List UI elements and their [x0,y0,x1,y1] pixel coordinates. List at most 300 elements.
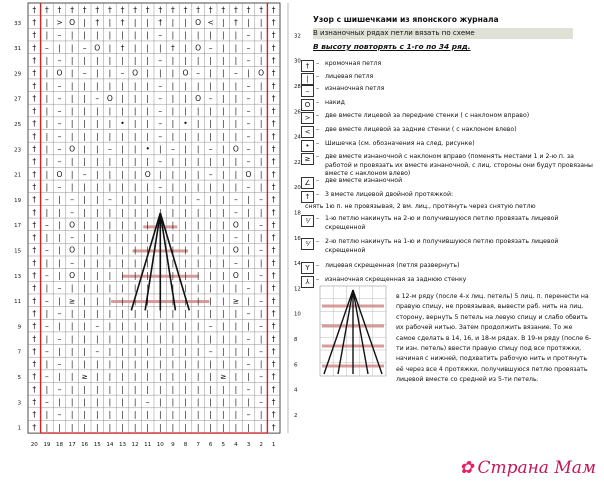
chart-cell: | [70,81,74,91]
chart-cell: † [32,220,37,230]
chart-cell: † [32,207,37,217]
chart-cell: O [56,68,63,78]
chart-cell: | [209,81,212,91]
chart-cell: | [184,195,187,205]
chart-cell: – [45,245,49,255]
chart-cell: | [96,144,99,154]
chart-cell: | [133,397,137,407]
chart-cell: | [133,422,137,432]
chart-cell: | [234,283,238,293]
chart-cell: | [121,157,124,167]
chart-cell: O [94,43,101,53]
row-label: 10 [294,311,301,318]
chart-cell: | [96,397,99,407]
chart-cell: | [121,106,124,116]
chart-cell: | [146,384,149,394]
chart-cell: † [32,182,37,192]
chart-cell: | [58,346,61,356]
legend-symbol: ⅟ [301,215,314,227]
chart-cell: | [45,182,49,192]
chart-cell: | [259,359,263,369]
chart-cell: O [232,220,239,230]
chart-cell: | [58,397,61,407]
row-label: 6 [294,362,298,369]
chart-cell: | [133,43,137,53]
chart-cell: | [121,169,124,179]
chart-cell: | [259,169,263,179]
chart-cell: | [184,106,187,116]
chart-cell: – [259,346,263,356]
chart-cell: – [158,182,163,192]
chart-cell: | [222,359,225,369]
legend-panel [293,0,599,470]
legend-text: изнаночная петля [325,85,385,92]
chart-cell: † [32,334,37,344]
chart-cell: | [83,119,86,129]
chart-cell: | [159,245,162,255]
bobble-detail-icon [320,286,386,376]
chart-cell: | [45,207,49,217]
chart-cell: † [271,131,276,141]
chart-cell: – [45,195,49,205]
chart-cell: | [108,43,112,53]
chart-cell: – [259,296,263,306]
chart-cell: | [70,182,74,192]
chart-cell: † [271,384,276,394]
chart-cell: † [32,106,37,116]
chart-cell: | [222,346,225,356]
chart-cell: | [108,119,112,129]
chart-cell: – [82,169,87,179]
chart-cell: | [222,410,225,420]
chart-cell: † [271,258,276,268]
chart-cell: † [271,359,276,369]
chart-cell: – [57,81,62,91]
chart-cell: O [182,68,189,78]
chart-cell: | [222,81,225,91]
chart-cell: | [259,410,263,420]
row-label: 28 [294,84,301,91]
chart-cell: O [69,144,76,154]
chart-cell: O [69,18,76,28]
chart-cell: | [196,106,200,116]
chart-cell: | [247,207,250,217]
chart-cell: † [32,283,37,293]
row-label: 2 [294,412,298,419]
column-label: 1 [271,442,276,449]
row-label: 26 [294,109,301,116]
chart-cell: | [121,359,124,369]
chart-cell: | [247,245,250,255]
chart-cell: | [70,30,74,40]
row-label: 7 [17,349,21,356]
legend-symbol: > [301,112,314,124]
chart-cell: O [258,68,265,78]
chart-cell: | [108,131,112,141]
chart-cell: – [208,93,213,103]
chart-cell: | [234,397,238,407]
chart-cell: O [232,245,239,255]
column-label: 17 [68,442,76,449]
chart-cell: O [144,169,151,179]
chart-cell: | [108,233,112,243]
chart-cell: | [83,359,86,369]
legend-text: 2-ю петлю накинуть на 1-ю и получившуюся петлю провязать лицевой скрещенной [325,238,559,254]
legend-dash: – [316,140,320,147]
chart-cell: | [259,55,263,65]
chart-cell: | [184,321,187,331]
chart-cell: – [246,384,251,394]
chart-cell: | [146,43,149,53]
chart-cell: | [83,220,86,230]
legend-repeat-note: В высоту повторять с 1-го по 34 ряд. [313,42,471,51]
chart-cell: | [247,271,250,281]
chart-cell: | [222,283,225,293]
chart-cell: < [207,18,214,28]
chart-cell: – [108,144,112,154]
chart-cell: | [45,233,49,243]
chart-cell: | [222,169,225,179]
chart-cell: | [146,106,149,116]
chart-cell: | [171,93,175,103]
row-labels-left [14,21,21,432]
chart-cell: | [121,245,124,255]
chart-cell: † [271,43,276,53]
chart-cell: – [246,55,251,65]
chart-cell: | [259,106,263,116]
chart-cell: † [32,384,37,394]
chart-cell: | [83,182,86,192]
chart-cell: | [234,422,238,432]
chart-cell: | [159,397,162,407]
chart-cell: | [96,195,99,205]
chart-cell: | [146,119,149,129]
column-label: 12 [131,442,139,449]
legend-text: кромочная петля [325,60,382,67]
chart-cell: | [209,182,212,192]
chart-cell: | [247,422,250,432]
legend-symbol: ↑ [301,191,314,203]
chart-cell: – [57,334,62,344]
chart-cell: | [196,131,200,141]
chart-cell: | [70,346,74,356]
chart-cell: | [209,283,212,293]
chart-cell: | [171,283,175,293]
chart-cell: † [120,43,125,53]
chart-cell: | [196,220,200,230]
chart-cell: | [70,334,74,344]
chart-cell: | [209,68,212,78]
chart-cell: | [96,30,99,40]
chart-cell: | [184,271,187,281]
chart-cell: | [45,384,49,394]
chart-cell: | [108,422,112,432]
chart-cell: | [222,296,225,306]
chart-cell: | [83,18,86,28]
chart-cell: † [32,271,37,281]
chart-cell: | [133,182,137,192]
chart-cell: | [121,207,124,217]
chart-cell: † [32,397,37,407]
chart-cell: † [271,182,276,192]
chart-cell: | [121,271,124,281]
chart-cell: | [83,422,86,432]
chart-cell: – [45,220,49,230]
chart-cell: | [196,245,200,255]
chart-cell: | [171,195,175,205]
chart-cell: | [234,384,238,394]
chart-cell: | [159,258,162,268]
chart-cell: ≥ [81,372,88,382]
legend-dash: – [316,177,320,184]
chart-cell: † [271,308,276,318]
chart-cell: | [259,157,263,167]
chart-cell: | [247,397,250,407]
chart-cell: | [171,207,175,217]
chart-cell: | [70,106,74,116]
chart-cell: | [121,410,124,420]
chart-cell: | [121,81,124,91]
chart-cell: | [121,195,124,205]
chart-cell: – [45,346,49,356]
chart-cell: † [32,18,37,28]
chart-cell: | [184,308,187,318]
chart-cell: | [222,233,225,243]
chart-cell: | [184,346,187,356]
chart-cell: | [209,296,212,306]
chart-cell: O [245,169,252,179]
chart-cell: | [45,144,49,154]
chart-cell: | [83,258,86,268]
chart-cell: | [70,359,74,369]
chart-cell: | [146,296,149,306]
chart-cell: | [234,106,238,116]
chart-cell: | [83,207,86,217]
chart-cell: | [45,157,49,167]
chart-cell: – [57,119,62,129]
chart-cell: † [32,422,37,432]
chart-cell: | [146,359,149,369]
chart-cell: | [83,233,86,243]
chart-cell: | [209,119,212,129]
chart-cell: | [171,182,175,192]
chart-cell: | [159,422,162,432]
chart-cell: | [45,410,49,420]
chart-cell: † [271,195,276,205]
chart-cell: – [82,43,87,53]
chart-cell: † [108,5,112,15]
chart-cell: † [271,207,276,217]
chart-cell: | [209,359,212,369]
chart-cell: | [58,220,61,230]
chart-cell: | [222,422,225,432]
chart-cell: † [271,422,276,432]
chart-cell: | [184,422,187,432]
chart-cell: | [222,271,225,281]
chart-cell: – [246,106,251,116]
chart-cell: | [222,195,225,205]
chart-cell: | [184,220,187,230]
chart-cell: – [246,81,251,91]
chart-cell: † [120,18,125,28]
chart-cell: | [159,359,162,369]
chart-cell: | [184,157,187,167]
chart-cell: † [158,5,163,15]
chart-cell: – [208,144,213,154]
legend-subtitle: В изнаночных рядах петли вязать по схеме [313,28,573,39]
chart-cell: | [247,258,250,268]
column-label: 16 [81,442,89,449]
chart-cell: | [171,233,175,243]
chart-cell: | [184,258,187,268]
chart-cell: | [45,81,49,91]
chart-cell: | [184,81,187,91]
legend-dash: – [316,153,320,160]
column-label: 19 [43,442,51,449]
row-label: 30 [294,58,301,65]
chart-cell: | [159,321,162,331]
chart-cell: | [196,157,200,167]
legend-symbol: – [301,85,314,97]
chart-cell: | [133,334,137,344]
legend-dash: – [316,112,320,119]
chart-cell: | [247,220,250,230]
chart-cell: | [121,308,124,318]
chart-cell: | [83,30,86,40]
chart-cell: – [95,346,100,356]
chart-cell: † [271,30,276,40]
chart-cell: | [184,245,187,255]
legend-dash: – [316,126,320,133]
legend-symbol: ∠ [301,177,314,189]
chart-cell: – [45,397,49,407]
chart-cell: | [196,81,200,91]
chart-cell: | [171,422,175,432]
chart-cell: | [209,207,212,217]
chart-cell: † [32,346,37,356]
chart-cell: | [83,308,86,318]
chart-cell: † [32,68,37,78]
chart-cell: | [222,131,225,141]
chart-cell: | [108,182,112,192]
chart-cell: † [271,169,276,179]
chart-cell: – [70,258,74,268]
chart-cell: | [133,144,137,154]
chart-cell: | [209,55,212,65]
chart-cell: | [45,283,49,293]
chart-cell: † [82,5,87,15]
chart-cell: | [108,106,112,116]
row-label: 8 [294,337,298,344]
chart-cell: | [70,308,74,318]
chart-cell: | [184,18,187,28]
chart-cell: | [171,271,175,281]
chart-cell: | [234,93,238,103]
row-label: 23 [14,147,21,154]
chart-cell: | [146,220,149,230]
chart-cell: | [133,283,137,293]
chart-cell: † [145,5,150,15]
chart-cell: | [108,207,112,217]
chart-cell: | [70,169,74,179]
chart-cell: | [96,81,99,91]
row-label: 33 [14,20,21,27]
chart-cell: – [246,283,251,293]
row-label: 12 [294,286,301,293]
chart-cell: | [70,410,74,420]
row-label: 4 [294,387,298,394]
chart-cell: – [259,321,263,331]
chart-cell: | [96,68,99,78]
chart-cell: | [83,106,86,116]
chart-cell: – [57,410,62,420]
chart-cell: | [209,372,212,382]
chart-cell: | [121,131,124,141]
chart-cell: | [45,30,49,40]
chart-cell: | [184,233,187,243]
chart-cell: † [271,220,276,230]
chart-cell: | [121,30,124,40]
chart-cell: | [234,119,238,129]
chart-cell: † [95,18,100,28]
legend-text: накид [325,99,345,106]
chart-cell: | [83,283,86,293]
chart-cell: | [222,245,225,255]
column-label: 6 [208,442,213,449]
chart-cell: | [222,68,225,78]
chart-cell: | [133,346,137,356]
chart-cell: – [208,169,213,179]
chart-cell: ≥ [220,372,227,382]
chart-cell: – [45,372,49,382]
legend-text: Шишечка (см. обозначения на след. рисунке) [325,140,475,147]
chart-cell: | [196,144,200,154]
chart-cell: | [209,308,212,318]
chart-cell: | [234,81,238,91]
chart-cell: | [83,321,86,331]
chart-cell: | [70,68,74,78]
row-label: 32 [294,33,301,40]
chart-cell: | [146,283,149,293]
chart-cell: | [171,81,175,91]
chart-cell: – [246,157,251,167]
chart-cell: | [222,43,225,53]
legend-dash: – [316,73,320,80]
chart-cell: | [184,55,187,65]
chart-cell: | [196,119,200,129]
chart-cell: | [121,321,124,331]
chart-cell: | [108,220,112,230]
chart-cell: | [121,182,124,192]
bobble-note: в 12-м ряду (после 4-х лиц. петель) 5 лиц. п. перенести на правую спицу, не провязывая, вывести раб. нить на лиц. сторону, вернуть 5 петель на левую спицу и слабо обвить их рабочей нитью. Затем продолжить вязание. То же самое сделать в 14, 16, и 18-м рядах. В 19-м ряду (после 6-ти изн. петель) ввести правую спицу под все протяжки, начиная с нижней, подхватить рабочую нить и протянуть её через все 4 протяжки, получившуюся петлю провязать лицевой вместе со средней из 5-ти петель. [396,293,592,384]
chart-cell: | [222,119,225,129]
legend-dash: – [316,191,320,198]
chart-cell: † [32,119,37,129]
chart-cell: | [133,157,137,167]
chart-cell: – [70,233,74,243]
chart-cell: † [32,321,37,331]
chart-cell: | [83,334,86,344]
chart-cell: – [246,43,251,53]
chart-cell: | [209,195,212,205]
chart-cell: | [196,55,200,65]
chart-cell: | [196,271,200,281]
chart-cell: | [159,207,162,217]
chart-cell: | [171,321,175,331]
chart-cell: | [45,131,49,141]
chart-cell: | [171,169,175,179]
chart-cell: † [32,308,37,318]
